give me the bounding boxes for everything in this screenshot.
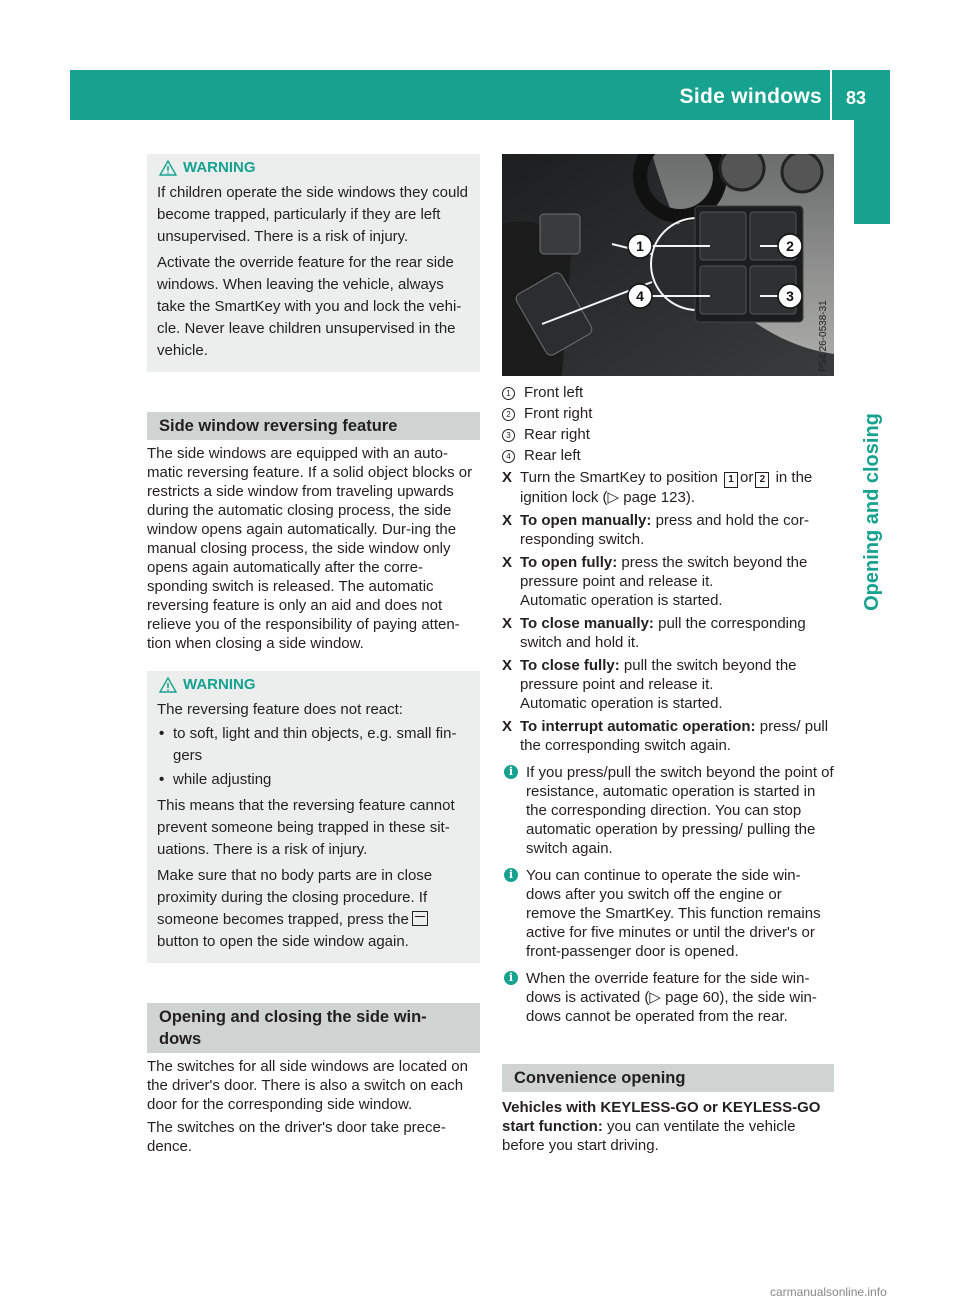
callout-label: 1 — [636, 238, 644, 254]
legend-item: 3 Rear right — [502, 424, 834, 445]
warning-triangle-icon — [159, 677, 177, 693]
header-separator — [830, 70, 832, 120]
instruction-step: X To close fully: pull the switch beyond the pressure point and release it. Automatic operation is started. — [502, 657, 797, 712]
page-ref-arrow-icon: ▷ — [649, 989, 661, 1006]
warning-triangle-icon — [159, 160, 177, 176]
step-arrow-icon: X — [502, 554, 513, 571]
key-position-icon: 1 — [724, 472, 738, 488]
step-arrow-icon: X — [502, 615, 513, 632]
info-icon: i — [504, 765, 518, 779]
section-heading-opening-closing: Opening and closing the side win-dows — [147, 1003, 480, 1053]
window-button-icon — [412, 911, 428, 926]
warning-text: The reversing feature does not react: — [157, 701, 403, 718]
page-reference-link[interactable]: page 123). — [623, 489, 695, 506]
step-arrow-icon: X — [502, 512, 513, 529]
callout-number-icon: 3 — [502, 429, 515, 442]
section-heading-convenience: Convenience opening — [502, 1064, 834, 1092]
warning-text: If children operate the side windows they could become trapped, particularly if they are left unsupervised. There is a risk of injury. — [157, 184, 469, 245]
section-heading-reversing: Side window reversing feature — [147, 412, 480, 440]
bullet-item: • to soft, light and thin objects, e.g. small fin-gers — [159, 723, 470, 767]
instruction-step: X To open manually: press and hold the cor-responding switch. — [502, 512, 809, 548]
chapter-label: Opening and closing — [861, 413, 883, 611]
page-number: 83 — [846, 88, 867, 108]
instruction-step: X To interrupt automatic operation: press/ pull the corresponding switch again. — [502, 718, 829, 754]
instruction-step: X To close manually: pull the corresponding switch and hold it. — [502, 615, 806, 651]
section-body: The switches on the driver's door take prece-dence. — [147, 1119, 446, 1155]
header-title: Side windows — [679, 85, 822, 108]
photo-code: P54.26-0538-31 — [818, 300, 829, 372]
callout-number-icon: 1 — [502, 387, 515, 400]
instruction-step: X Turn the SmartKey to position 1 or 2 in the ignition lock (▷ page 123). — [502, 469, 813, 506]
warning-title: WARNING — [183, 676, 256, 693]
warning-box-children — [147, 154, 480, 372]
callout-label: 4 — [636, 288, 644, 304]
bullet-item: • while adjusting — [159, 769, 470, 791]
legend-item: 4 Rear left — [502, 445, 834, 466]
warning-text: Make sure that no body parts are in close proximity during the closing procedure. If someone becomes trapped, press the button to open the side window again. — [157, 867, 433, 950]
warning-text: Activate the override feature for the rear side windows. When leaving the vehicle, always take the SmartKey with you and lock the vehi-cle. Never leave children unsupervised in the vehicle. — [157, 254, 462, 359]
right-column — [502, 154, 834, 1155]
section-body: The side windows are equipped with an auto-matic reversing feature. If a solid object blocks or restricts a side window from traveling upwards during the automatic closing process, the side window opens again automatically. Dur-ing the manual closing process, the side window only opens again automatically after the corre-sponding switch is released. The automatic reversing feature is only an aid and does not relieve you of the responsibility of paying atten-tion when closing a side window. — [147, 445, 473, 652]
photo-legend — [502, 382, 834, 466]
info-icon: i — [504, 971, 518, 985]
section-body: The switches for all side windows are located on the driver's door. There is also a switch on each door for the corresponding side window. — [147, 1058, 468, 1113]
callout-label: 3 — [786, 288, 794, 304]
info-note: i You can continue to operate the side win-dows after you switch off the engine or remove the SmartKey. This function remains active for five minutes or until the driver's or front-passenger door is opened. — [502, 866, 834, 961]
warning-text: This means that the reversing feature cannot prevent someone being trapped in these sit-uations. There is a risk of injury. — [157, 797, 455, 858]
watermark: carmanualsonline.info — [770, 1285, 887, 1299]
step-arrow-icon: X — [502, 469, 513, 486]
callout-number-icon: 2 — [502, 408, 515, 421]
info-note: i When the override feature for the side win-dows is activated (▷ page 60), the side win-dows cannot be operated from the rear. — [502, 969, 834, 1026]
warning-box-reversing — [147, 671, 480, 963]
page-ref-arrow-icon: ▷ — [607, 489, 620, 506]
door-panel-illustration — [502, 154, 834, 376]
door-switch-photo — [502, 154, 834, 376]
left-column — [147, 154, 480, 1156]
chapter-tab — [854, 120, 890, 224]
callout-label: 2 — [786, 238, 794, 254]
bullet-icon: • — [159, 771, 165, 788]
callout-number-icon: 4 — [502, 450, 515, 463]
instruction-step: X To open fully: press the switch beyond the pressure point and release it. Automatic operation is started. — [502, 554, 808, 609]
info-icon: i — [504, 868, 518, 882]
bullet-icon: • — [159, 725, 165, 742]
step-arrow-icon: X — [502, 718, 513, 735]
warning-title: WARNING — [183, 159, 256, 176]
info-note: i If you press/pull the switch beyond the point of resistance, automatic operation is started in the corresponding direction. You can stop automatic operation by pressing/ pulling the switch again. — [502, 763, 834, 858]
step-arrow-icon: X — [502, 657, 513, 674]
legend-item: 2 Front right — [502, 403, 834, 424]
section-body: Vehicles with KEYLESS-GO or KEYLESS-GO start function: you can ventilate the vehicle before you start driving. — [502, 1099, 821, 1154]
page-reference-link[interactable]: page 60), the side win-dows cannot be operated from the rear. — [526, 989, 817, 1025]
legend-item: 1 Front left — [502, 382, 834, 403]
key-position-icon: 2 — [755, 472, 769, 488]
